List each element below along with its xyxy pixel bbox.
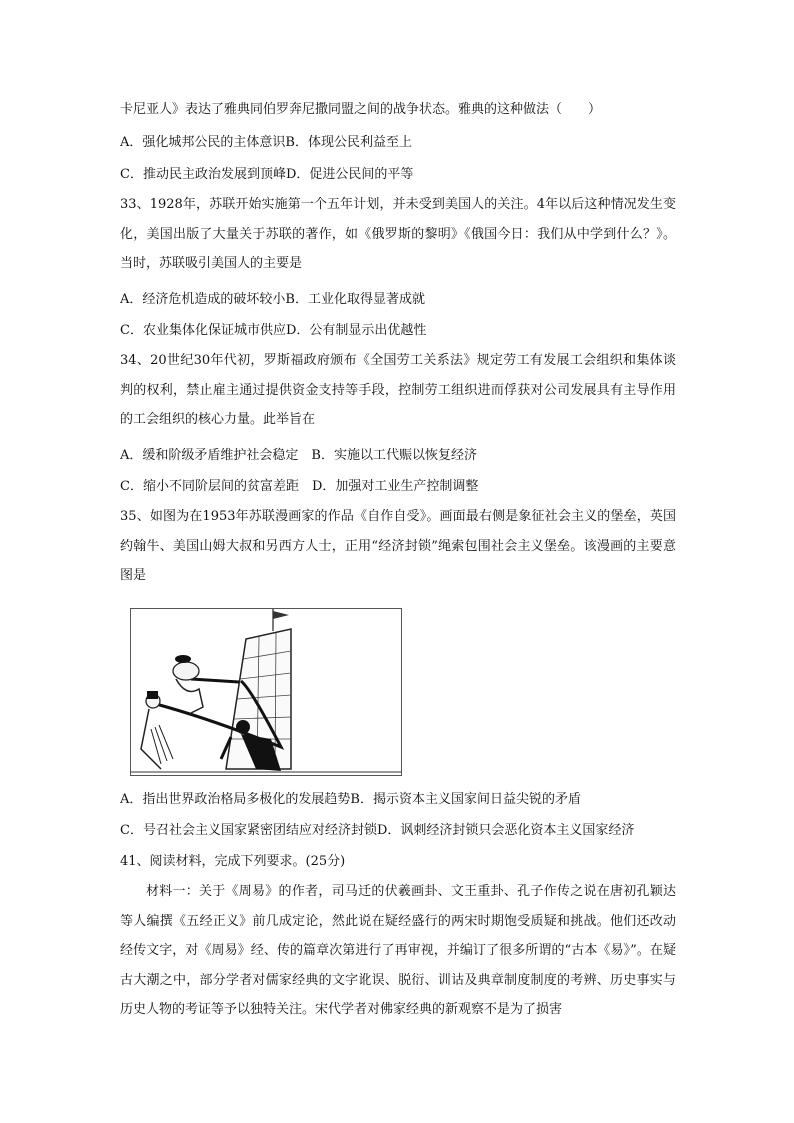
text-line: 卡尼亚人》表达了雅典同伯罗奔尼撒同盟之间的战争状态。雅典的这种做法（ ） bbox=[120, 102, 602, 117]
option-line: A．指出世界政治格局多极化的发展趋势B．揭示资本主义国家间日益尖锐的矛盾 bbox=[120, 792, 581, 807]
option-line: C．缩小不同阶层间的贫富差距 D．加强对工业生产控制调整 bbox=[120, 479, 479, 494]
option-line: A．经济危机造成的破坏较小B．工业化取得显著成就 bbox=[120, 292, 425, 307]
option-line: C．号召社会主义国家紧密团结应对经济封锁D．讽刺经济封锁只会恶化资本主义国家经济 bbox=[120, 823, 635, 838]
question-33: 33、1928年，苏联开始实施第一个五年计划，并未受到美国人的关注。4年以后这种情况发生变化，美国出版了大量关于苏联的著作，如《俄罗斯的黎明》《俄国今日：我们从中学到什么？》。当时，苏联吸引美国人的主要是 bbox=[120, 197, 676, 271]
cartoon-drawing bbox=[131, 609, 401, 775]
question-34: 34、20世纪30年代初，罗斯福政府颁布《全国劳工关系法》规定劳工有发展工会组织和集体谈判的权利，禁止雇主通过提供资金支持等手段，控制劳工组织进而俘获对公司发展具有主导作用的工会组织的核心力量。此举旨在 bbox=[120, 353, 676, 427]
option-line: A．强化城邦公民的主体意识B．体现公民利益至上 bbox=[120, 135, 412, 150]
question-35: 35、如图为在1953年苏联漫画家的作品《自作自受》。画面最右侧是象征社会主义的堡垒，英国约翰牛、美国山姆大叔和另西方人士，正用“经济封锁”绳索包围社会主义堡垒。该漫画的主要意图是 bbox=[120, 509, 676, 583]
material-one: 材料一：关于《周易》的作者，司马迁的伏羲画卦、文王重卦、孔子作传之说在唐初孔颖达等人编撰《五经正义》前几成定论，然此说在疑经盛行的两宋时期饱受质疑和挑战。他们还改动经传文字，对《周易》经、传的篇章次第进行了再审视，并编订了很多所谓的“古本《易》”。在疑古大潮之中，部分学者对儒家经典的文字讹误、脱衍、训诂及典章制度制度的考辨、历史事实与历史人物的考证等予以独特关注。宋代学者对佛家经典的新观察不是为了损害 bbox=[120, 884, 676, 1017]
option-line: C．农业集体化保证城市供应D．公有制显示出优越性 bbox=[120, 323, 427, 338]
option-line: C．推动民主政治发展到顶峰D．促进公民间的平等 bbox=[120, 167, 414, 182]
question-41: 41、阅读材料，完成下列要求。(25分) bbox=[120, 854, 346, 869]
option-line: A．缓和阶级矛盾维护社会稳定 B．实施以工代赈以恢复经济 bbox=[120, 448, 477, 463]
cartoon-image bbox=[130, 608, 402, 776]
